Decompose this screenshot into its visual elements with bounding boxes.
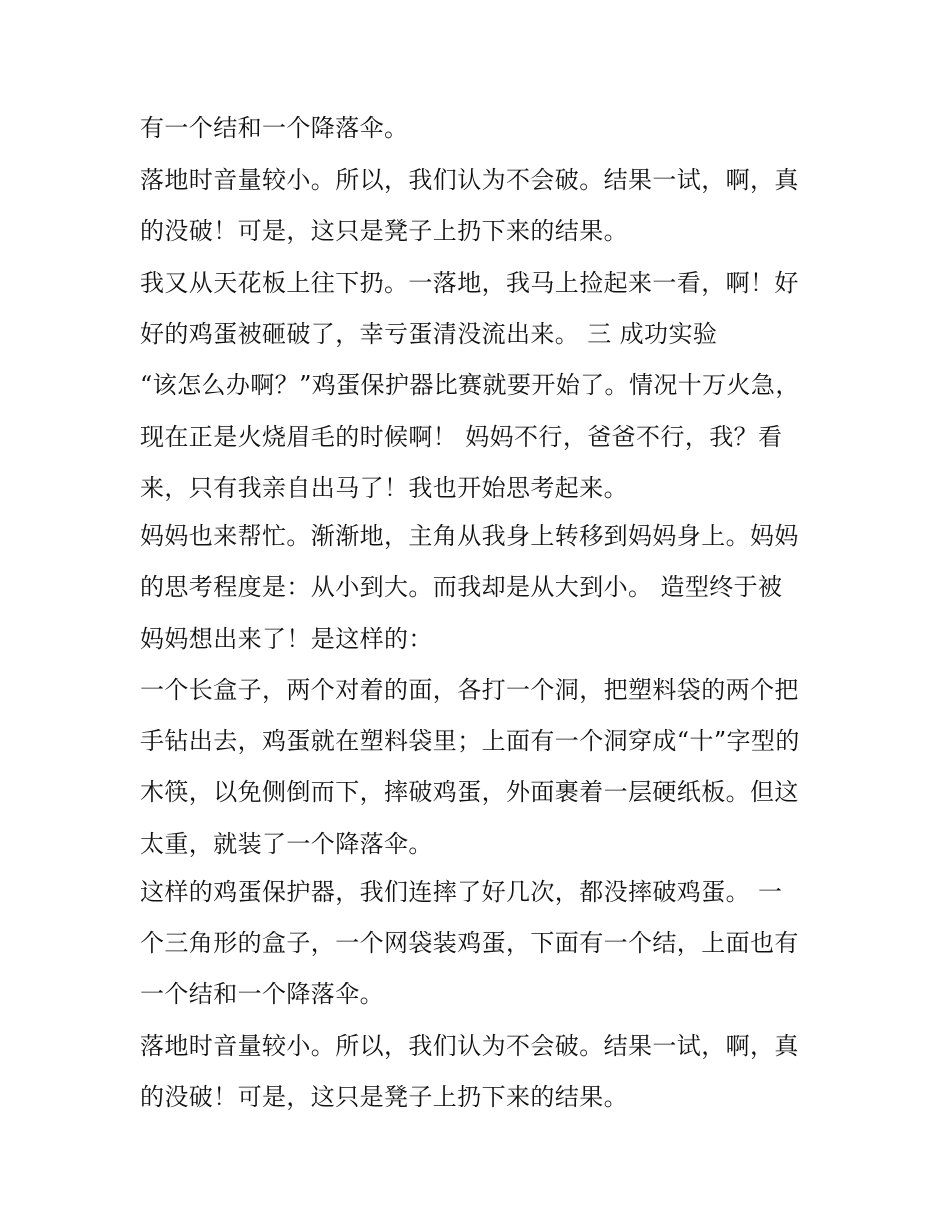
text-line: 有一个结和一个降落伞。	[140, 114, 409, 142]
text-line: 妈妈想出来了！是这样的：	[140, 625, 433, 653]
text-line: 现在正是火烧眉毛的时候啊！ 妈妈不行，爸爸不行，我？看	[140, 423, 783, 451]
text-line: 来，只有我亲自出马了！我也开始思考起来。	[140, 474, 628, 502]
text-line: 一个长盒子，两个对着的面，各打一个洞，把塑料袋的两个把	[140, 676, 799, 704]
text-line: 一个结和一个降落伞。	[140, 980, 384, 1008]
text-line: 的没破！可是，这只是凳子上扔下来的结果。	[140, 217, 628, 245]
text-line: 我又从天花板上往下扔。一落地，我马上捡起来一看，啊！好	[140, 269, 799, 297]
text-line: 个三角形的盒子，一个网袋装鸡蛋，下面有一个结，上面也有	[140, 929, 799, 957]
text-line: 妈妈也来帮忙。渐渐地，主角从我身上转移到妈妈身上。妈妈	[140, 522, 799, 550]
text-line: 落地时音量较小。所以，我们认为不会破。结果一试，啊，真	[140, 166, 799, 194]
text-line: 好的鸡蛋被砸破了，幸亏蛋清没流出来。 三 成功实验	[140, 320, 718, 348]
text-line: 手钻出去，鸡蛋就在塑料袋里；上面有一个洞穿成“十”字型的	[140, 727, 800, 755]
text-line: 的思考程度是：从小到大。而我却是从大到小。 造型终于被	[140, 573, 783, 601]
text-line: 这样的鸡蛋保护器，我们连摔了好几次，都没摔破鸡蛋。 一	[140, 878, 783, 906]
text-line: 落地时音量较小。所以，我们认为不会破。结果一试，啊，真	[140, 1032, 799, 1060]
text-line: “该怎么办啊？”鸡蛋保护器比赛就要开始了。情况十万火急，	[140, 371, 800, 399]
text-line: 太重，就装了一个降落伞。	[140, 830, 433, 858]
text-line: 木筷，以免侧倒而下，摔破鸡蛋，外面裹着一层硬纸板。但这	[140, 778, 799, 806]
text-line: 的没破！可是，这只是凳子上扔下来的结果。	[140, 1083, 628, 1111]
